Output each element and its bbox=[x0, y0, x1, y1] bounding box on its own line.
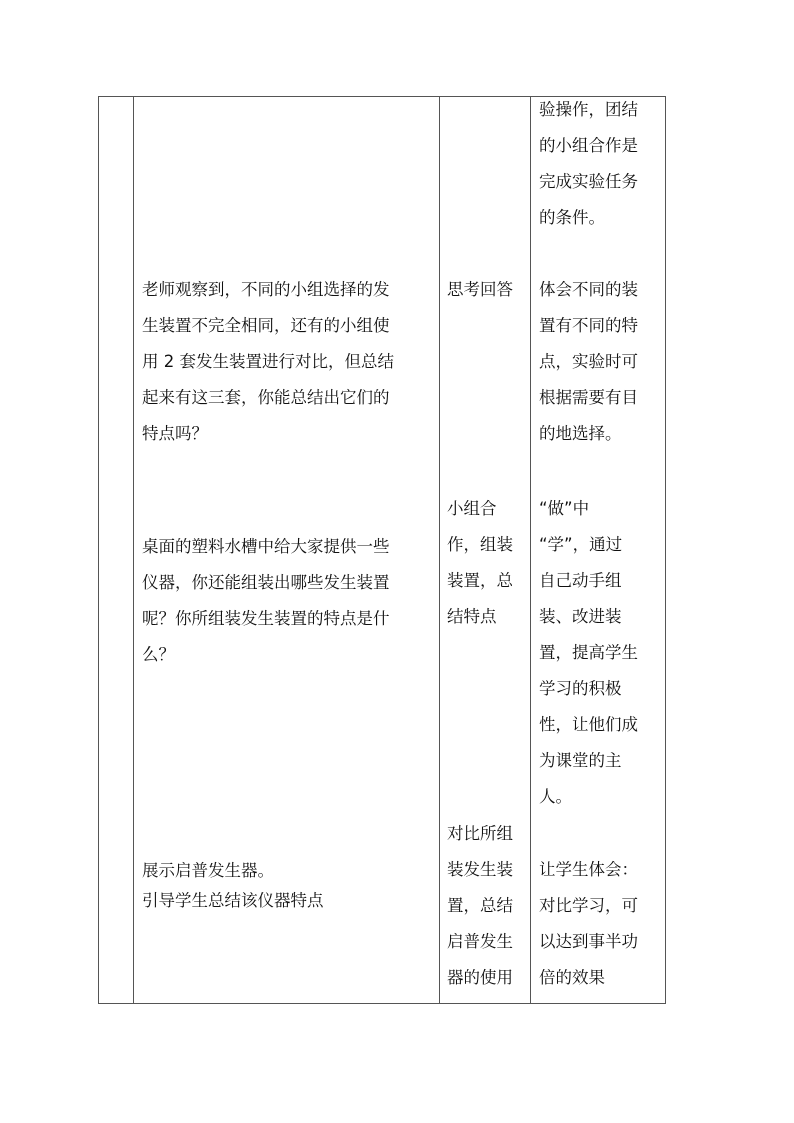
intent-line: 验操作，团结 bbox=[539, 100, 638, 119]
teacher-line: 特点吗？ bbox=[142, 424, 208, 443]
teacher-line: 生装置不完全相同，还有的小组使 bbox=[142, 316, 390, 335]
intent-line: 体会不同的装 bbox=[539, 280, 638, 299]
intent-line: 完成实验任务 bbox=[539, 172, 638, 191]
intent-line: 为课堂的主 bbox=[539, 751, 622, 770]
student-line: 小组合 bbox=[447, 499, 497, 518]
student-cell-3 bbox=[447, 491, 527, 635]
intent-line: “做”中 bbox=[539, 499, 590, 518]
teacher-line: 么？ bbox=[142, 645, 175, 664]
teacher-line: 呢？你所组装发生装置的特点是什 bbox=[142, 609, 390, 628]
intent-cell-2 bbox=[539, 272, 663, 452]
intent-line: 人。 bbox=[539, 787, 572, 806]
teacher-line: 展示启普发生器。 bbox=[142, 861, 274, 880]
student-line: 置，总结 bbox=[447, 896, 513, 915]
column-divider bbox=[133, 96, 134, 1004]
student-line: 器的使用 bbox=[447, 968, 513, 987]
intent-line: 根据需要有目 bbox=[539, 388, 638, 407]
intent-cell-3 bbox=[539, 491, 663, 815]
teacher-line: 老师观察到，不同的小组选择的发 bbox=[142, 280, 390, 299]
intent-line: 的小组合作是 bbox=[539, 136, 638, 155]
intent-line: 性，让他们成 bbox=[539, 715, 638, 734]
student-cell-2 bbox=[447, 272, 527, 308]
student-line: 思考回答 bbox=[447, 280, 513, 299]
intent-line: 的地选择。 bbox=[539, 424, 622, 443]
intent-line: 装、改进装 bbox=[539, 607, 622, 626]
student-line: 作，组装 bbox=[447, 535, 513, 554]
intent-line: 以达到事半功 bbox=[539, 932, 638, 951]
teacher-line: 用 2 套发生装置进行对比，但总结 bbox=[142, 352, 394, 371]
teacher-line: 引导学生总结该仪器特点 bbox=[142, 891, 324, 910]
intent-cell-4 bbox=[539, 852, 663, 996]
student-line: 对比所组 bbox=[447, 824, 513, 843]
column-divider bbox=[530, 96, 531, 1004]
intent-line: 对比学习，可 bbox=[539, 896, 638, 915]
student-line: 结特点 bbox=[447, 607, 497, 626]
intent-line: 倍的效果 bbox=[539, 968, 605, 987]
intent-line: 学习的积极 bbox=[539, 679, 622, 698]
student-cell-4 bbox=[447, 816, 527, 996]
intent-cell-1 bbox=[539, 92, 663, 236]
teacher-cell-3 bbox=[142, 529, 434, 673]
intent-line: 置有不同的特 bbox=[539, 316, 638, 335]
column-divider bbox=[439, 96, 440, 1004]
intent-line: 点，实验时可 bbox=[539, 352, 638, 371]
teacher-cell-2 bbox=[142, 272, 434, 452]
teacher-line: 起来有这三套，你能总结出它们的 bbox=[142, 388, 390, 407]
intent-line: 自己动手组 bbox=[539, 571, 622, 590]
student-line: 启普发生 bbox=[447, 932, 513, 951]
student-line: 装置，总 bbox=[447, 571, 513, 590]
teacher-cell-4 bbox=[142, 856, 434, 916]
teacher-line: 仪器，你还能组装出哪些发生装置 bbox=[142, 573, 390, 592]
intent-line: 置，提高学生 bbox=[539, 643, 638, 662]
student-line: 装发生装 bbox=[447, 860, 513, 879]
intent-line: 让学生体会： bbox=[539, 860, 638, 879]
teacher-line: 桌面的塑料水槽中给大家提供一些 bbox=[142, 537, 390, 556]
intent-line: “学”，通过 bbox=[539, 535, 623, 554]
intent-line: 的条件。 bbox=[539, 208, 605, 227]
